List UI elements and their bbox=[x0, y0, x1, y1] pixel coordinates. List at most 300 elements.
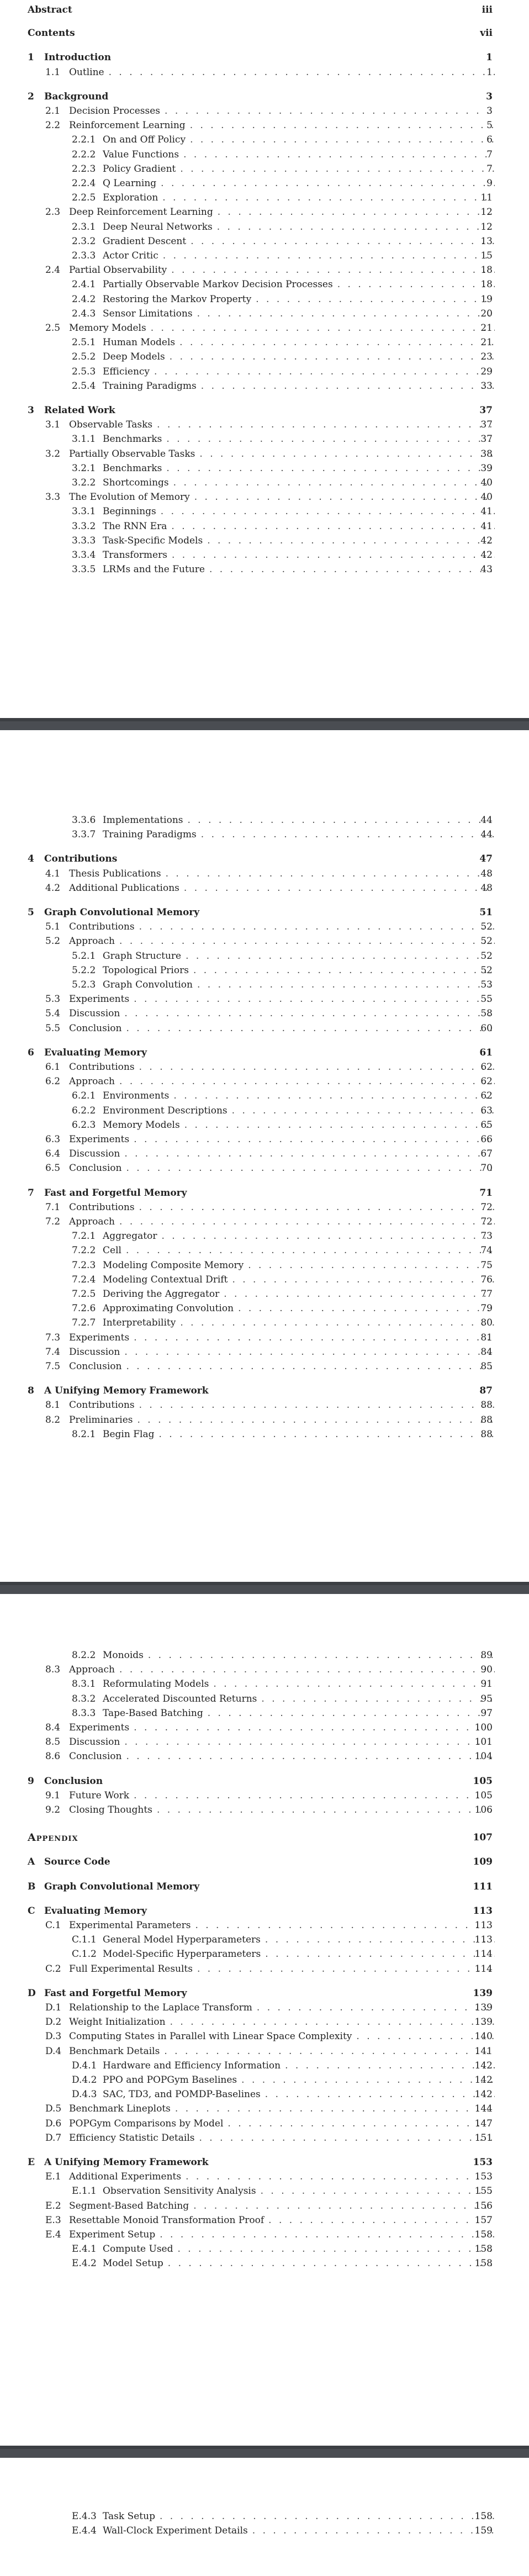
toc-entry[interactable] bbox=[0, 104, 529, 118]
toc-entry-page: 38 bbox=[480, 448, 493, 460]
toc-entry-page: 19 bbox=[480, 294, 493, 305]
toc-entry-page: 74 bbox=[480, 1245, 493, 1256]
toc-entry[interactable] bbox=[0, 1200, 529, 1215]
toc-entry[interactable] bbox=[0, 2509, 529, 2524]
toc-entry[interactable] bbox=[0, 1774, 529, 1788]
toc-entry-page: 151 bbox=[474, 2132, 493, 2144]
toc-entry[interactable] bbox=[0, 963, 529, 978]
page-separator bbox=[0, 2446, 529, 2458]
dot-leader bbox=[109, 65, 495, 80]
toc-entry[interactable] bbox=[0, 65, 529, 80]
dot-leader bbox=[194, 490, 495, 504]
toc-entry-title: Observable Tasks bbox=[69, 419, 153, 430]
toc-entry-number: 4.2 bbox=[45, 883, 61, 894]
toc-entry-number: 5.2 bbox=[45, 936, 61, 947]
toc-entry-number: 7.2.7 bbox=[72, 1317, 96, 1328]
toc-entry-number: 9 bbox=[28, 1776, 34, 1787]
toc-entry-title: Tape-Based Batching bbox=[103, 1708, 203, 1719]
toc-entry[interactable] bbox=[0, 1118, 529, 1132]
toc-entry-title: Graph Convolutional Memory bbox=[44, 907, 200, 918]
toc-entry[interactable] bbox=[0, 1962, 529, 1976]
toc-entry-number: 8.1 bbox=[45, 1400, 61, 1411]
toc-entry-number: 2.3.3 bbox=[72, 250, 96, 261]
toc-entry-title: Thesis Publications bbox=[69, 868, 161, 879]
toc-entry[interactable] bbox=[0, 1147, 529, 1161]
toc-entry[interactable] bbox=[0, 905, 529, 920]
toc-entry[interactable] bbox=[0, 1229, 529, 1243]
toc-entry-number: E.3 bbox=[45, 2215, 61, 2226]
toc-entry-page: 13 bbox=[480, 236, 493, 247]
toc-entry[interactable] bbox=[0, 2073, 529, 2087]
toc-entry-title: Efficiency Statistic Details bbox=[69, 2132, 195, 2144]
page-separator bbox=[0, 1582, 529, 1594]
toc-entry[interactable] bbox=[0, 2199, 529, 2213]
toc-entry-title: Contents bbox=[28, 28, 75, 39]
dot-leader bbox=[170, 2015, 495, 2029]
toc-entry[interactable] bbox=[0, 2155, 529, 2169]
toc-entry[interactable] bbox=[0, 867, 529, 881]
toc-entry-page: 20 bbox=[480, 308, 493, 319]
toc-entry-page: 157 bbox=[474, 2215, 493, 2226]
toc-entry-page: 1 bbox=[486, 67, 493, 78]
dot-leader bbox=[188, 813, 495, 827]
toc-entry-number: 7.5 bbox=[45, 1361, 61, 1372]
toc-entry-page: 11 bbox=[480, 192, 493, 203]
toc-entry-number: 7.2.2 bbox=[72, 1245, 96, 1256]
toc-entry-page: 42 bbox=[480, 550, 493, 561]
toc-entry[interactable] bbox=[0, 490, 529, 504]
dot-leader bbox=[261, 1692, 495, 1706]
toc-entry[interactable] bbox=[0, 1359, 529, 1374]
toc-entry[interactable] bbox=[0, 277, 529, 292]
toc-entry-page: 62 bbox=[480, 1062, 493, 1073]
toc-entry-title: Experiments bbox=[69, 994, 130, 1005]
toc-entry[interactable] bbox=[0, 1662, 529, 1677]
toc-entry[interactable] bbox=[0, 534, 529, 548]
toc-entry[interactable] bbox=[0, 1986, 529, 2000]
toc-entry-page: 65 bbox=[480, 1120, 493, 1131]
toc-entry[interactable] bbox=[0, 447, 529, 461]
toc-entry-title: Introduction bbox=[44, 52, 112, 63]
toc-entry-title: Relationship to the Laplace Transform bbox=[69, 2002, 252, 2013]
toc-entry-number: 3.2.2 bbox=[72, 477, 96, 488]
toc-entry-title: Cell bbox=[103, 1245, 121, 1256]
dot-leader bbox=[134, 1331, 495, 1345]
toc-entry[interactable] bbox=[0, 50, 529, 65]
toc-entry-number: 2.2.1 bbox=[72, 134, 96, 145]
toc-entry[interactable] bbox=[0, 3, 529, 17]
toc-entry[interactable] bbox=[0, 2227, 529, 2242]
page-separator bbox=[0, 718, 529, 730]
toc-entry-title: Task Setup bbox=[103, 2511, 155, 2522]
toc-entry-page: 12 bbox=[480, 221, 493, 233]
dot-leader bbox=[184, 1118, 495, 1132]
toc-entry[interactable] bbox=[0, 1006, 529, 1021]
toc-entry[interactable] bbox=[0, 1735, 529, 1749]
toc-entry-page: 111 bbox=[473, 1881, 493, 1892]
dot-leader bbox=[268, 2213, 495, 2227]
toc-entry[interactable] bbox=[0, 1243, 529, 1258]
toc-entry-title: Begin Flag bbox=[103, 1429, 155, 1440]
dot-leader bbox=[232, 1273, 495, 1287]
toc-entry-page: 70 bbox=[480, 1163, 493, 1174]
toc-entry[interactable] bbox=[0, 2000, 529, 2015]
toc-entry[interactable] bbox=[0, 1074, 529, 1089]
toc-entry-title: Environments bbox=[103, 1090, 170, 1101]
toc-entry[interactable] bbox=[0, 1947, 529, 1961]
dot-leader bbox=[175, 2102, 495, 2116]
toc-entry-page: 153 bbox=[474, 2171, 493, 2182]
toc-entry[interactable] bbox=[0, 205, 529, 219]
toc-entry[interactable] bbox=[0, 1648, 529, 1662]
toc-entry[interactable] bbox=[0, 1384, 529, 1398]
toc-entry-page: 101 bbox=[474, 1736, 493, 1748]
toc-entry-page: 63 bbox=[480, 1105, 493, 1116]
toc-entry[interactable] bbox=[0, 162, 529, 176]
toc-entry-title: Discussion bbox=[69, 1148, 120, 1159]
toc-entry[interactable] bbox=[0, 1258, 529, 1273]
dot-leader bbox=[208, 1706, 495, 1720]
toc-entry[interactable] bbox=[0, 461, 529, 476]
toc-entry-number: 2.5.2 bbox=[72, 351, 96, 362]
toc-entry[interactable] bbox=[0, 234, 529, 249]
toc-entry-page: 29 bbox=[480, 366, 493, 377]
toc-entry[interactable] bbox=[0, 1089, 529, 1103]
dot-leader bbox=[195, 1918, 495, 1933]
dot-leader bbox=[190, 133, 495, 147]
toc-entry[interactable] bbox=[0, 133, 529, 147]
toc-entry-number: 5.2.1 bbox=[72, 951, 96, 962]
toc-entry-page: 76 bbox=[480, 1274, 493, 1285]
toc-entry[interactable] bbox=[0, 26, 529, 40]
toc-entry-number: 3.3.1 bbox=[72, 506, 96, 517]
toc-entry[interactable] bbox=[0, 1301, 529, 1316]
toc-entry-number: C.2 bbox=[45, 1963, 61, 1975]
toc-entry-title: Fast and Forgetful Memory bbox=[44, 1187, 187, 1199]
toc-entry-title: The Evolution of Memory bbox=[69, 492, 190, 503]
toc-entry-number: 3.3.7 bbox=[72, 829, 96, 840]
toc-entry[interactable] bbox=[0, 978, 529, 992]
toc-entry-page: 97 bbox=[480, 1708, 493, 1719]
toc-entry[interactable] bbox=[0, 1677, 529, 1691]
toc-entry-number: E.1.1 bbox=[72, 2186, 97, 2197]
toc-entry-title: Abstract bbox=[28, 4, 72, 15]
dot-leader bbox=[183, 147, 495, 162]
toc-entry-page: 5 bbox=[486, 120, 493, 131]
toc-entry-page: 15 bbox=[480, 250, 493, 261]
dot-leader bbox=[168, 2256, 495, 2271]
toc-entry-page: 140 bbox=[474, 2031, 493, 2042]
toc-entry[interactable] bbox=[0, 2256, 529, 2271]
toc-entry[interactable] bbox=[0, 89, 529, 104]
toc-entry-page: 7 bbox=[486, 163, 493, 175]
toc-entry[interactable] bbox=[0, 934, 529, 948]
toc-page-4 bbox=[0, 2458, 529, 2576]
toc-entry[interactable] bbox=[0, 118, 529, 133]
dot-leader bbox=[261, 2184, 495, 2198]
toc-entry[interactable] bbox=[0, 519, 529, 534]
toc-entry-number: 3.3.4 bbox=[72, 550, 96, 561]
toc-entry[interactable] bbox=[0, 1132, 529, 1147]
dot-leader bbox=[199, 2131, 495, 2145]
dot-leader bbox=[171, 519, 495, 534]
toc-entry-title: Hardware and Efficiency Information bbox=[103, 2060, 281, 2071]
toc-entry-page: 107 bbox=[473, 1832, 493, 1843]
dot-leader bbox=[119, 1074, 495, 1089]
dot-leader bbox=[119, 1662, 495, 1677]
toc-entry-title: Resettable Monoid Transformation Proof bbox=[69, 2215, 264, 2226]
toc-entry[interactable] bbox=[0, 949, 529, 963]
toc-entry[interactable] bbox=[0, 403, 529, 418]
toc-entry-page: 79 bbox=[480, 1303, 493, 1314]
toc-entry-title: Discussion bbox=[69, 1008, 120, 1019]
toc-entry[interactable] bbox=[0, 1904, 529, 1918]
toc-entry[interactable] bbox=[0, 1880, 529, 1894]
toc-entry[interactable] bbox=[0, 292, 529, 307]
dot-leader bbox=[201, 827, 495, 842]
toc-entry[interactable] bbox=[0, 1933, 529, 1947]
toc-entry[interactable] bbox=[0, 2169, 529, 2184]
toc-entry-page: 158 bbox=[474, 2258, 493, 2269]
toc-entry-page: 1 bbox=[486, 52, 493, 63]
toc-entry-page: 155 bbox=[474, 2186, 493, 2197]
toc-entry-title: Benchmarks bbox=[103, 463, 162, 474]
toc-entry[interactable] bbox=[0, 1104, 529, 1118]
toc-entry[interactable] bbox=[0, 1692, 529, 1706]
dot-leader bbox=[166, 867, 495, 881]
toc-entry-page: 142 bbox=[474, 2089, 493, 2100]
toc-entry-page: 88 bbox=[480, 1414, 493, 1426]
toc-entry-number: 5.4 bbox=[45, 1008, 61, 1019]
toc-entry[interactable] bbox=[0, 2242, 529, 2256]
toc-entry[interactable] bbox=[0, 2044, 529, 2058]
toc-entry[interactable] bbox=[0, 432, 529, 446]
toc-entry-title: Model Setup bbox=[103, 2258, 163, 2269]
toc-entry-title: Outline bbox=[69, 67, 104, 78]
dot-leader bbox=[257, 2000, 495, 2015]
dot-leader bbox=[164, 2044, 495, 2058]
toc-entry-title: Conclusion bbox=[69, 1163, 122, 1174]
toc-entry[interactable] bbox=[0, 920, 529, 934]
toc-entry[interactable] bbox=[0, 852, 529, 866]
toc-entry[interactable] bbox=[0, 307, 529, 321]
toc-entry-page: 61 bbox=[479, 1047, 493, 1058]
toc-entry[interactable] bbox=[0, 220, 529, 234]
toc-entry-title: Preliminaries bbox=[69, 1414, 133, 1426]
toc-entry-page: 6 bbox=[486, 134, 493, 145]
toc-entry[interactable] bbox=[0, 1287, 529, 1301]
toc-entry-page: 37 bbox=[479, 405, 493, 416]
dot-leader bbox=[186, 949, 495, 963]
toc-entry[interactable] bbox=[0, 147, 529, 162]
dot-leader bbox=[126, 1243, 495, 1258]
toc-entry-title: Efficiency bbox=[103, 366, 150, 377]
toc-entry[interactable] bbox=[0, 1706, 529, 1720]
toc-entry-title: LRMs and the Future bbox=[103, 564, 205, 575]
toc-entry[interactable] bbox=[0, 418, 529, 432]
toc-entry[interactable] bbox=[0, 1788, 529, 1803]
dot-leader bbox=[256, 292, 495, 307]
toc-entry[interactable] bbox=[0, 2213, 529, 2227]
toc-entry[interactable] bbox=[0, 1161, 529, 1175]
toc-entry-number: 3.3.6 bbox=[72, 815, 96, 826]
toc-entry[interactable] bbox=[0, 321, 529, 335]
dot-leader bbox=[137, 1413, 495, 1427]
toc-entry-number: 8.6 bbox=[45, 1751, 61, 1762]
toc-entry-page: 48 bbox=[480, 868, 493, 879]
toc-entry[interactable] bbox=[0, 1720, 529, 1735]
toc-entry-title: Experimental Parameters bbox=[69, 1920, 191, 1931]
toc-entry-title: Approach bbox=[69, 936, 115, 947]
toc-entry[interactable] bbox=[0, 1398, 529, 1412]
toc-entry-page: 80 bbox=[480, 1317, 493, 1328]
toc-entry[interactable] bbox=[0, 881, 529, 895]
toc-entry-title: Appendix bbox=[28, 1831, 78, 1844]
toc-entry-title: Aggregator bbox=[103, 1231, 157, 1242]
toc-entry[interactable] bbox=[0, 1830, 529, 1845]
toc-entry-number: 6.2.3 bbox=[72, 1120, 96, 1131]
toc-entry-page: 41 bbox=[480, 521, 493, 532]
toc-entry-title: Experiment Setup bbox=[69, 2229, 156, 2240]
dot-leader bbox=[134, 1132, 495, 1147]
toc-entry-page: 91 bbox=[480, 1678, 493, 1690]
toc-entry[interactable] bbox=[0, 813, 529, 827]
toc-entry[interactable] bbox=[0, 2029, 529, 2044]
toc-entry[interactable] bbox=[0, 2524, 529, 2538]
toc-entry[interactable] bbox=[0, 2015, 529, 2029]
toc-entry-title: Compute Used bbox=[103, 2244, 173, 2255]
toc-entry[interactable] bbox=[0, 2184, 529, 2198]
toc-entry[interactable] bbox=[0, 1427, 529, 1442]
toc-entry[interactable] bbox=[0, 476, 529, 490]
toc-entry-number: E.4.4 bbox=[72, 2525, 97, 2536]
toc-entry-title: Memory Models bbox=[69, 323, 146, 334]
toc-entry[interactable] bbox=[0, 1803, 529, 1817]
toc-entry-page: 158 bbox=[474, 2511, 493, 2522]
toc-entry-number: 3.1 bbox=[45, 419, 61, 430]
toc-entry-page: 21 bbox=[480, 323, 493, 334]
toc-entry[interactable] bbox=[0, 2087, 529, 2102]
toc-entry[interactable] bbox=[0, 992, 529, 1006]
toc-entry-number: 2.4.3 bbox=[72, 308, 96, 319]
toc-entry[interactable] bbox=[0, 2131, 529, 2145]
toc-entry-title: Experiments bbox=[69, 1332, 130, 1343]
toc-entry[interactable] bbox=[0, 1855, 529, 1869]
dot-leader bbox=[228, 2116, 495, 2131]
toc-entry[interactable] bbox=[0, 249, 529, 263]
toc-entry[interactable] bbox=[0, 191, 529, 205]
toc-entry-page: 105 bbox=[473, 1776, 493, 1787]
toc-entry-title: Partially Observable Markov Decision Processes bbox=[103, 279, 333, 290]
toc-entry[interactable] bbox=[0, 335, 529, 350]
toc-entry-title: Contributions bbox=[69, 1202, 135, 1213]
dot-leader bbox=[126, 1359, 495, 1374]
toc-entry-page: 106 bbox=[474, 1804, 493, 1815]
toc-entry-page: 66 bbox=[480, 1134, 493, 1145]
toc-entry[interactable] bbox=[0, 350, 529, 364]
toc-entry[interactable] bbox=[0, 1186, 529, 1200]
toc-entry[interactable] bbox=[0, 504, 529, 519]
toc-entry-title: Conclusion bbox=[69, 1023, 122, 1034]
toc-entry[interactable] bbox=[0, 1345, 529, 1359]
toc-entry-title: A Unifying Memory Framework bbox=[44, 2157, 209, 2168]
toc-entry[interactable] bbox=[0, 365, 529, 379]
toc-entry[interactable] bbox=[0, 1021, 529, 1036]
toc-entry-number: 8.3.2 bbox=[72, 1693, 96, 1704]
toc-entry-title: Fast and Forgetful Memory bbox=[44, 1988, 187, 1999]
toc-entry-page: 47 bbox=[479, 853, 493, 864]
toc-entry-title: A Unifying Memory Framework bbox=[44, 1385, 209, 1396]
dot-leader bbox=[162, 191, 495, 205]
toc-entry-number: E.4.3 bbox=[72, 2511, 97, 2522]
toc-entry-page: 44 bbox=[480, 815, 493, 826]
toc-entry[interactable] bbox=[0, 1331, 529, 1345]
toc-entry-page: 109 bbox=[473, 1856, 493, 1867]
toc-entry-title: Graph Convolutional Memory bbox=[44, 1881, 200, 1892]
toc-entry[interactable] bbox=[0, 176, 529, 191]
toc-entry-page: 52 bbox=[480, 921, 493, 932]
toc-entry[interactable] bbox=[0, 2102, 529, 2116]
toc-entry-number: 2.2.5 bbox=[72, 192, 96, 203]
toc-entry-title: Benchmark Lineplots bbox=[69, 2103, 171, 2114]
toc-entry-page: 73 bbox=[480, 1231, 493, 1242]
toc-entry[interactable] bbox=[0, 1060, 529, 1074]
toc-entry[interactable] bbox=[0, 1316, 529, 1330]
dot-leader bbox=[173, 1089, 495, 1103]
toc-entry[interactable] bbox=[0, 1273, 529, 1287]
toc-entry-number: D.4 bbox=[45, 2046, 62, 2057]
toc-entry-number: 5.1 bbox=[45, 921, 61, 932]
toc-entry-page: 37 bbox=[480, 419, 493, 430]
toc-entry-number: C.1 bbox=[45, 1920, 61, 1931]
toc-entry[interactable] bbox=[0, 562, 529, 577]
toc-entry[interactable] bbox=[0, 1749, 529, 1764]
toc-entry[interactable] bbox=[0, 263, 529, 277]
toc-entry-page: 48 bbox=[480, 883, 493, 894]
toc-entry-title: On and Off Policy bbox=[103, 134, 186, 145]
toc-entry-title: Closing Thoughts bbox=[69, 1804, 152, 1815]
toc-entry[interactable] bbox=[0, 1215, 529, 1229]
toc-entry[interactable] bbox=[0, 1918, 529, 1933]
dot-leader bbox=[265, 1947, 495, 1961]
toc-entry-title: Experiments bbox=[69, 1134, 130, 1145]
toc-entry[interactable] bbox=[0, 2116, 529, 2131]
toc-entry-page: 81 bbox=[480, 1332, 493, 1343]
toc-entry-title: Training Paradigms bbox=[103, 381, 197, 392]
toc-entry-page: 55 bbox=[480, 994, 493, 1005]
toc-entry[interactable] bbox=[0, 827, 529, 842]
toc-entry[interactable] bbox=[0, 379, 529, 393]
toc-entry-number: 7.2.1 bbox=[72, 1231, 96, 1242]
toc-entry-page: 153 bbox=[473, 2157, 493, 2168]
toc-entry[interactable] bbox=[0, 2058, 529, 2073]
toc-entry-number: E bbox=[28, 2157, 35, 2168]
dot-leader bbox=[193, 2199, 495, 2213]
toc-entry[interactable] bbox=[0, 1046, 529, 1060]
toc-entry-page: 90 bbox=[480, 1664, 493, 1675]
toc-entry-title: Future Work bbox=[69, 1790, 130, 1801]
toc-entry[interactable] bbox=[0, 1413, 529, 1427]
toc-entry-number: E.4.1 bbox=[72, 2244, 97, 2255]
toc-entry-number: 3.2 bbox=[45, 448, 61, 460]
toc-entry[interactable] bbox=[0, 548, 529, 562]
toc-entry-title: Conclusion bbox=[69, 1751, 122, 1762]
toc-entry-number: 2 bbox=[28, 91, 34, 102]
dot-leader bbox=[119, 1215, 495, 1229]
toc-entry-number: D.2 bbox=[45, 2017, 62, 2028]
toc-entry-page: 100 bbox=[474, 1722, 493, 1733]
dot-leader bbox=[161, 1229, 495, 1243]
